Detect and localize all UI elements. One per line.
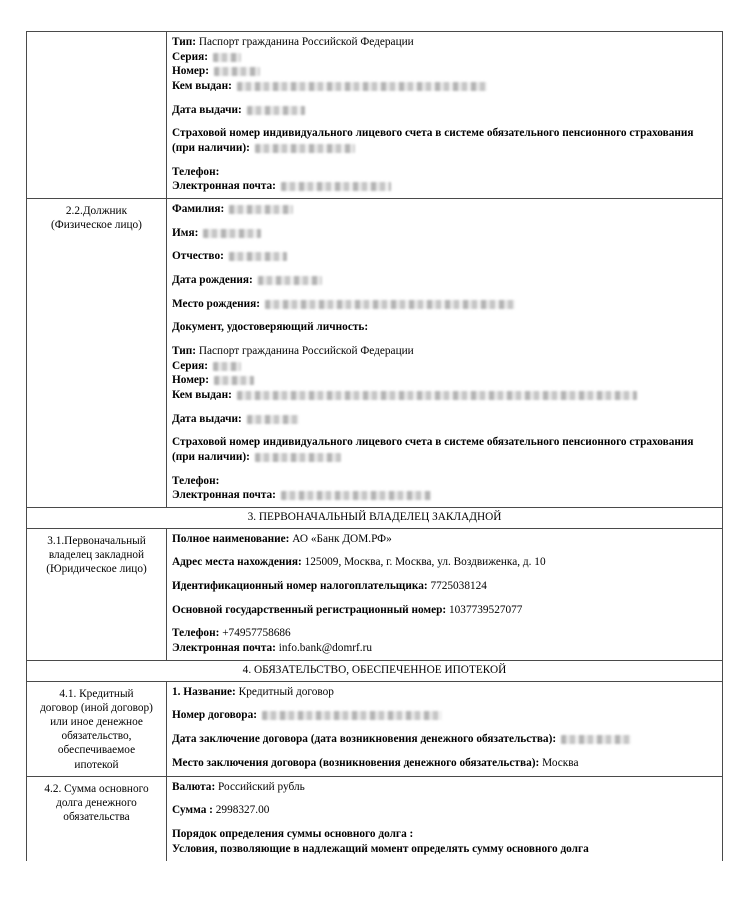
field-patronymic <box>172 249 717 264</box>
field-phone-2 <box>172 474 717 489</box>
cell-debtor-passport-continued <box>167 32 723 199</box>
label-full-name-org: Полное наименование: <box>172 532 290 545</box>
value-passport-type-2: Паспорт гражданина Российской Федерации <box>198 345 414 358</box>
label-first-name: Имя: <box>172 226 199 239</box>
field-passport-number-2 <box>172 373 717 388</box>
cell-credit-contract <box>167 681 723 776</box>
value-contract-place: Москва <box>542 756 579 769</box>
row-label-3-1-line1: 3.1.Первоначальный <box>47 534 146 547</box>
field-passport-issued-by-2 <box>172 388 717 403</box>
field-birth-date <box>172 273 717 288</box>
value-ogrn: 1037739527077 <box>449 603 523 616</box>
row-label-4-1-line2: договор (иной договор) <box>40 701 153 714</box>
section-3-heading: 3. ПЕРВОНАЧАЛЬНЫЙ ВЛАДЕЛЕЦ ЗАКЛАДНОЙ <box>27 508 723 529</box>
row-label-debtor-2-2-line2: (Физическое лицо) <box>51 219 142 232</box>
table-row-credit-contract <box>27 681 723 776</box>
row-label-4-1-line3: или иное денежное <box>50 715 143 728</box>
field-org-phone <box>172 626 717 641</box>
field-contract-place <box>172 756 717 771</box>
redacted-issued-by-2 <box>237 391 637 400</box>
field-org-email <box>172 641 717 656</box>
row-label-credit-contract <box>27 681 167 776</box>
label-patronymic: Отчество: <box>172 250 224 263</box>
redacted-contract-number <box>262 711 442 720</box>
field-surname <box>172 202 717 217</box>
field-sum <box>172 803 717 818</box>
field-passport-type-2 <box>172 344 717 359</box>
row-label-3-1-line2: владелец закладной <box>48 549 145 562</box>
field-email-2 <box>172 488 717 503</box>
label-contract-date: Дата заключение договора (дата возникновения денежного обязательства): <box>172 732 557 745</box>
redacted-email-2 <box>281 491 431 500</box>
redacted-issue-date-2 <box>247 415 299 424</box>
table-row-principal-amount <box>27 776 723 860</box>
field-currency <box>172 780 717 795</box>
label-principal-order: Порядок определения суммы основного долга : <box>172 828 414 841</box>
label-phone: Телефон: <box>172 165 220 178</box>
section-4-heading: 4. ОБЯЗАТЕЛЬСТВО, ОБЕСПЕЧЕННОЕ ИПОТЕКОЙ <box>27 660 723 681</box>
redacted-patronymic <box>229 252 287 261</box>
table-row-debtor-passport-continued <box>27 32 723 199</box>
label-contract-place: Место заключения договора (возникновения денежного обязательства): <box>172 756 540 769</box>
label-email: Электронная почта: <box>172 180 276 193</box>
label-phone-2: Телефон: <box>172 474 220 487</box>
field-org-inn <box>172 579 717 594</box>
field-passport-type <box>172 35 717 50</box>
field-phone <box>172 165 717 180</box>
field-first-name <box>172 226 717 241</box>
cell-principal-amount <box>167 776 723 860</box>
row-label-4-2-line3: обязательства <box>63 811 130 824</box>
label-issue-date-2: Дата выдачи: <box>172 412 242 425</box>
label-principal-conditions: Условия, позволяющие в надлежащий момент определять сумму основного долга <box>172 842 589 855</box>
value-passport-type: Паспорт гражданина Российской Федерации <box>198 36 414 48</box>
field-principal-conditions <box>172 842 717 857</box>
label-series-2: Серия: <box>172 359 208 372</box>
label-issued-by: Кем выдан: <box>172 80 232 93</box>
field-passport-number <box>172 64 717 79</box>
field-contract-date <box>172 732 717 747</box>
label-surname: Фамилия: <box>172 203 225 216</box>
value-sum: 2998327.00 <box>215 804 270 817</box>
row-label-debtor-2-2-line1: 2.2.Должник <box>65 205 128 218</box>
field-passport-series-2 <box>172 359 717 374</box>
redacted-series-2 <box>213 362 241 371</box>
label-number-2: Номер: <box>172 374 209 387</box>
row-label-4-2-line2: долга денежного <box>56 797 137 810</box>
table-row-original-bond-holder <box>27 528 723 660</box>
row-label-principal-amount <box>27 776 167 860</box>
cell-debtor-2-2 <box>167 199 723 508</box>
row-label-empty <box>27 32 167 199</box>
field-snils <box>172 126 717 155</box>
label-contract-number: Номер договора: <box>172 709 257 722</box>
value-phone-org: +74957758686 <box>222 627 291 640</box>
label-snils-2: Страховой номер индивидуального лицевого счета в системе обязательного пенсионного страхования (при наличии): <box>172 436 694 464</box>
redacted-snils-2 <box>255 453 341 462</box>
table-row-section-4-heading <box>27 660 723 681</box>
field-principal-order <box>172 827 717 842</box>
label-snils: Страховой номер индивидуального лицевого счета в системе обязательного пенсионного страхования (при наличии): <box>172 127 694 155</box>
value-full-name-org: АО «Банк ДОМ.РФ» <box>292 532 392 545</box>
value-email-org: info.bank@domrf.ru <box>278 642 372 655</box>
field-passport-series <box>172 50 717 65</box>
row-label-debtor-2-2 <box>27 199 167 508</box>
label-issue-date: Дата выдачи: <box>172 103 242 116</box>
field-contract-name <box>172 685 717 700</box>
redacted-issued-by <box>237 82 487 91</box>
label-type: Тип: <box>172 36 197 48</box>
label-contract-name: 1. Название: <box>172 685 236 698</box>
redacted-birth-date <box>258 276 322 285</box>
redacted-number <box>214 67 260 76</box>
row-label-4-1-line4: обязательство, <box>61 730 132 743</box>
mortgage-bond-table <box>26 31 723 861</box>
label-address: Адрес места нахождения: <box>172 556 302 569</box>
label-birth-place: Место рождения: <box>172 297 261 310</box>
label-birth-date: Дата рождения: <box>172 274 253 287</box>
row-label-4-1-line5: обеспечиваемое <box>57 744 136 757</box>
redacted-first-name <box>203 229 261 238</box>
field-org-full-name <box>172 532 717 547</box>
redacted-series <box>213 53 241 62</box>
field-org-address <box>172 555 717 570</box>
label-sum: Сумма : <box>172 804 213 817</box>
value-currency: Российский рубль <box>218 780 305 793</box>
label-email-org: Электронная почта: <box>172 642 276 655</box>
redacted-birth-place <box>265 300 515 309</box>
redacted-contract-date <box>561 735 631 744</box>
label-type-2: Тип: <box>172 345 197 358</box>
table-row-debtor-2-2 <box>27 199 723 508</box>
cell-original-bond-holder <box>167 528 723 660</box>
row-label-4-2-line1: 4.2. Сумма основного <box>44 782 149 795</box>
redacted-issue-date <box>247 106 305 115</box>
redacted-email <box>281 182 391 191</box>
field-contract-number <box>172 708 717 723</box>
label-inn: Идентификационный номер налогоплательщика: <box>172 580 428 593</box>
label-id-document: Документ, удостоверяющий личность: <box>172 321 369 334</box>
row-label-original-bond-holder <box>27 528 167 660</box>
field-snils-2 <box>172 435 717 464</box>
field-passport-issued-by <box>172 79 717 94</box>
field-org-ogrn <box>172 603 717 618</box>
value-contract-name: Кредитный договор <box>238 685 334 698</box>
label-number: Номер: <box>172 65 209 78</box>
field-passport-issue-date-2 <box>172 412 717 427</box>
value-address: 125009, Москва, г. Москва, ул. Воздвиженка, д. 10 <box>304 556 546 569</box>
field-id-document-heading <box>172 320 717 335</box>
label-issued-by-2: Кем выдан: <box>172 389 232 402</box>
label-series: Серия: <box>172 50 208 63</box>
redacted-snils <box>255 144 355 153</box>
value-inn: 7725038124 <box>430 580 487 593</box>
table-row-section-3-heading <box>27 508 723 529</box>
field-birth-place <box>172 297 717 312</box>
field-email <box>172 179 717 194</box>
label-currency: Валюта: <box>172 780 216 793</box>
row-label-4-1-line1: 4.1. Кредитный <box>59 687 134 700</box>
label-email-2: Электронная почта: <box>172 489 276 502</box>
label-ogrn: Основной государственный регистрационный номер: <box>172 603 447 616</box>
label-phone-org: Телефон: <box>172 627 220 640</box>
redacted-surname <box>229 205 293 214</box>
row-label-3-1-line3: (Юридическое лицо) <box>46 563 147 576</box>
row-label-4-1-line6: ипотекой <box>74 758 119 771</box>
redacted-number-2 <box>214 376 254 385</box>
field-passport-issue-date <box>172 103 717 118</box>
